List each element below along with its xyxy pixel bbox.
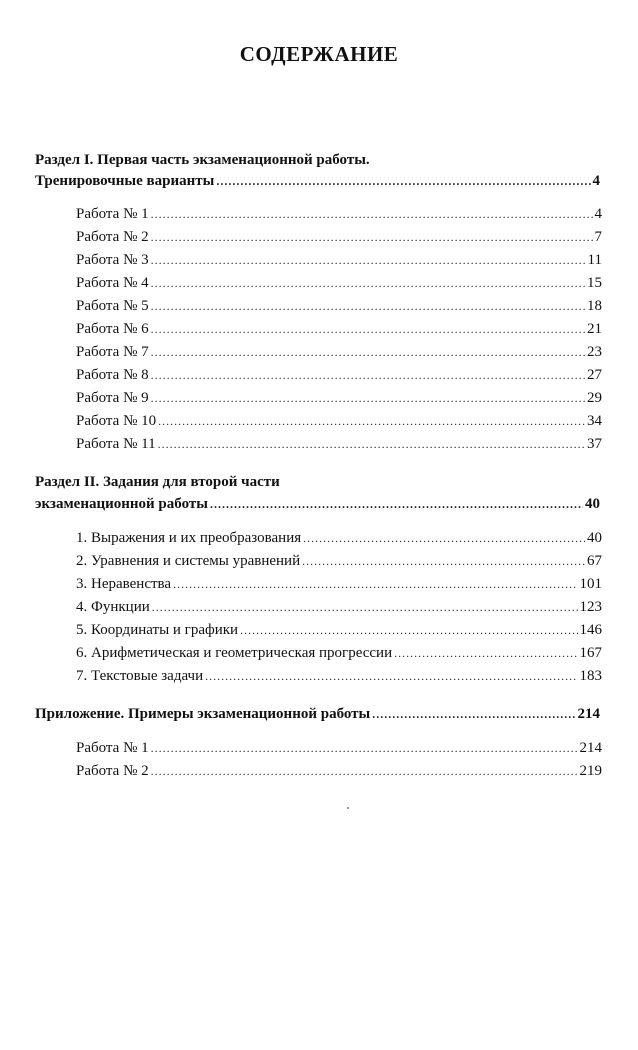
leader-dots xyxy=(151,388,585,409)
toc-entry xyxy=(76,528,602,549)
leader-dots xyxy=(372,704,575,725)
section1-heading-line1: Раздел I. Первая часть экзаменационной работы. xyxy=(35,152,370,168)
toc-entry-page: 37 xyxy=(587,436,602,452)
toc-entry xyxy=(76,551,602,572)
appendix-heading-entry xyxy=(35,704,600,725)
toc-entry xyxy=(76,250,602,271)
leader-dots xyxy=(151,227,593,248)
toc-entry-page: 15 xyxy=(587,275,602,291)
toc-entry-page: 23 xyxy=(587,344,602,360)
leader-dots xyxy=(240,620,577,641)
leader-dots xyxy=(152,597,578,618)
toc-entry-page: 67 xyxy=(587,553,602,569)
toc-entry xyxy=(76,666,602,687)
toc-entry xyxy=(76,761,602,782)
leader-dots xyxy=(216,171,590,192)
leader-dots xyxy=(151,738,578,759)
toc-entry-label: Работа № 1 xyxy=(76,206,149,222)
toc-entry-label: 5. Координаты и графики xyxy=(76,622,239,638)
toc-entry-label: Работа № 2 xyxy=(76,763,149,779)
toc-entry-label: 7. Текстовые задачи xyxy=(76,668,204,684)
section1-heading-entry xyxy=(35,171,600,192)
toc-entry-page: 167 xyxy=(579,645,602,661)
leader-dots xyxy=(158,434,585,455)
toc-entry-page: 183 xyxy=(579,668,602,684)
toc-entry xyxy=(76,296,602,317)
toc-entry xyxy=(76,643,602,664)
leader-dots xyxy=(173,574,577,595)
toc-entry xyxy=(76,574,602,595)
toc-entry-label: Работа № 10 xyxy=(76,413,157,429)
appendix-heading-page: 214 xyxy=(577,706,600,722)
leader-dots xyxy=(151,365,585,386)
toc-entry-page: 29 xyxy=(587,390,602,406)
leader-dots xyxy=(151,273,585,294)
toc-entry xyxy=(76,204,602,225)
toc-entry xyxy=(76,597,602,618)
toc-entry xyxy=(76,319,602,340)
leader-dots xyxy=(302,551,585,572)
toc-entry xyxy=(76,620,602,641)
leader-dots xyxy=(303,528,585,549)
leader-dots xyxy=(151,342,585,363)
leader-dots xyxy=(151,250,586,271)
leader-dots xyxy=(205,666,577,687)
toc-entry xyxy=(76,227,602,248)
toc-entry-page: 18 xyxy=(587,298,602,314)
toc-entry-label: Работа № 11 xyxy=(76,436,156,452)
toc-entry-label: Работа № 4 xyxy=(76,275,149,291)
page-title: СОДЕРЖАНИЕ xyxy=(239,42,399,66)
toc-entry xyxy=(76,365,602,386)
leader-dots xyxy=(151,319,585,340)
toc-entry-label: 2. Уравнения и системы уравнений xyxy=(76,553,301,569)
leader-dots xyxy=(158,411,585,432)
section2-heading-line1: Раздел II. Задания для второй части xyxy=(35,474,280,490)
toc-entry-page: 219 xyxy=(579,763,602,779)
toc-entry-label: Работа № 9 xyxy=(76,390,149,406)
leader-dots xyxy=(210,494,583,515)
toc-entry-label: 3. Неравенства xyxy=(76,576,172,592)
toc-entry-page: 7 xyxy=(594,229,602,245)
leader-dots xyxy=(151,761,578,782)
toc-entry xyxy=(76,434,602,455)
toc-entry-label: Работа № 7 xyxy=(76,344,149,360)
toc-entry-page: 214 xyxy=(579,740,602,756)
toc-entry-page: 11 xyxy=(587,252,602,268)
toc-entry-label: Работа № 2 xyxy=(76,229,149,245)
toc-entry xyxy=(76,273,602,294)
toc-entry-page: 146 xyxy=(579,622,602,638)
toc-entry-page: 21 xyxy=(587,321,602,337)
leader-dots xyxy=(151,204,593,225)
section2-heading-page: 40 xyxy=(585,496,600,512)
leader-dots xyxy=(394,643,577,664)
toc-entry-page: 123 xyxy=(579,599,602,615)
toc-entry-page: 27 xyxy=(587,367,602,383)
section1-heading-page: 4 xyxy=(592,173,600,189)
toc-entry-label: Работа № 8 xyxy=(76,367,149,383)
toc-entry-label: Работа № 1 xyxy=(76,740,149,756)
toc-entry xyxy=(76,388,602,409)
section2-heading-line2: экзаменационной работы xyxy=(35,496,208,512)
leader-dots xyxy=(151,296,585,317)
scan-speck xyxy=(347,807,349,809)
toc-entry xyxy=(76,411,602,432)
toc-entry-label: 6. Арифметическая и геометрическая прогрессии xyxy=(76,645,393,661)
toc-entry xyxy=(76,342,602,363)
toc-entry-page: 101 xyxy=(579,576,602,592)
section1-heading-line2: Тренировочные варианты xyxy=(35,173,215,189)
section2-heading-entry xyxy=(35,494,600,515)
toc-entry-label: 4. Функции xyxy=(76,599,150,615)
toc-entry-label: Работа № 5 xyxy=(76,298,149,314)
appendix-heading: Приложение. Примеры экзаменационной работы xyxy=(35,706,371,722)
toc-entry-label: 1. Выражения и их преобразования xyxy=(76,530,302,546)
toc-entry-label: Работа № 3 xyxy=(76,252,149,268)
toc-entry-page: 4 xyxy=(594,206,602,222)
toc-entry xyxy=(76,738,602,759)
toc-entry-page: 34 xyxy=(587,413,602,429)
toc-entry-page: 40 xyxy=(587,530,602,546)
toc-entry-label: Работа № 6 xyxy=(76,321,149,337)
